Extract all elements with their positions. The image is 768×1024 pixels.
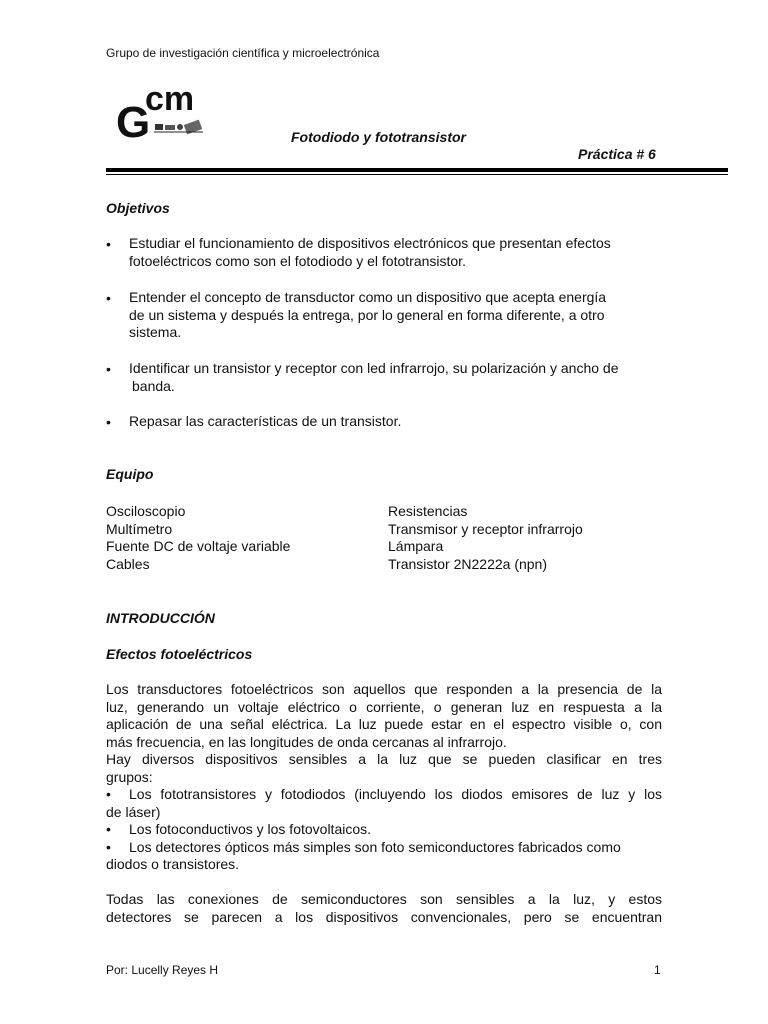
intro-line: de láser) — [106, 803, 161, 820]
bullet-icon: • — [106, 361, 111, 377]
circuit-icon — [153, 116, 209, 138]
intro-line: detectores se parecen a los dispositivos convencionales, pero se encuentran — [106, 908, 662, 925]
objective-line: sistema. — [129, 324, 182, 340]
equipment-heading: Equipo — [106, 466, 154, 482]
logo-letters-cm: cm — [145, 80, 195, 118]
equipment-left-list — [106, 503, 290, 573]
objective-item — [129, 360, 662, 395]
intro-line: Todas las conexiones de semiconductores son sensibles a la luz, y estos — [106, 891, 662, 907]
intro-line: grupos: — [106, 768, 153, 785]
objective-line: fotoeléctricos como son el fotodiodo y el fototransistor. — [129, 252, 466, 269]
objectives-heading: Objetivos — [106, 200, 170, 216]
logo — [108, 80, 218, 150]
bullet-icon: • — [106, 414, 111, 430]
objective-line: de un sistema y después la entrega, por lo general en forma diferente, a otro — [129, 306, 605, 323]
equipment-item: Multímetro — [106, 520, 173, 537]
intro-line: Hay diversos dispositivos sensibles a la luz que se pueden clasificar en tres — [106, 751, 662, 767]
intro-bullet-line — [106, 786, 662, 804]
intro-body — [106, 681, 662, 926]
doc-title: Fotodiodo y fototransistor — [291, 129, 466, 145]
objective-line: Estudiar el funcionamiento de dispositivos electrónicos que presentan efectos — [129, 235, 611, 251]
intro-heading: INTRODUCCIÓN — [106, 610, 215, 626]
intro-line: más frecuencia, en las longitudes de onda cercanas al infrarrojo. — [106, 733, 507, 750]
bullet-icon: • — [106, 786, 111, 802]
objective-line: banda. — [132, 377, 175, 394]
bullet-icon: • — [106, 290, 111, 306]
intro-bullet-text: Los detectores ópticos más simples son foto semiconductores fabricados como — [129, 838, 621, 855]
bullet-icon: • — [106, 236, 111, 252]
header-rule-thin — [106, 174, 728, 175]
intro-line: diodos o transistores. — [106, 856, 240, 872]
header-rule-thick — [106, 168, 728, 172]
intro-subheading: Efectos fotoeléctricos — [106, 646, 253, 662]
intro-bullet-line — [106, 839, 662, 857]
intro-bullet-text: Los fototransistores y fotodiodos (incluyendo los diodos emisores de luz y los — [129, 786, 662, 802]
objective-line: Entender el concepto de transductor como un dispositivo que acepta energía — [129, 289, 607, 305]
objective-item — [129, 413, 662, 431]
footer-author: Por: Lucelly Reyes H — [106, 963, 219, 977]
equipment-item: Fuente DC de voltaje variable — [106, 538, 291, 554]
logo-letter-g: G — [116, 98, 151, 147]
bullet-icon: • — [106, 838, 111, 855]
equipment-right-list — [388, 503, 583, 573]
equipment-item: Cables — [106, 555, 150, 572]
bullet-icon: • — [106, 821, 111, 837]
objective-item — [129, 289, 662, 342]
intro-line: luz, generando un voltaje eléctrico o corriente, o generan luz en respuesta a la — [106, 698, 662, 715]
equipment-item: Resistencias — [388, 503, 468, 519]
org-name: Grupo de investigación científica y microelectrónica — [106, 46, 380, 60]
equipment-item: Transmisor y receptor infrarrojo — [388, 520, 583, 537]
intro-line: aplicación de una señal eléctrica. La luz puede estar en el espectro visible o, con — [106, 716, 662, 732]
page-number: 1 — [654, 963, 661, 977]
objective-line: Identificar un transistor y receptor con led infrarrojo, su polarización y ancho de — [129, 360, 619, 376]
objective-item — [129, 235, 662, 270]
intro-bullet-line — [106, 821, 662, 839]
equipment-item: Osciloscopio — [106, 503, 186, 519]
intro-bullet-text: Los fotoconductivos y los fotovoltaicos. — [129, 821, 372, 837]
objective-line: Repasar las características de un transistor. — [129, 413, 402, 429]
equipment-item: Transistor 2N2222a (npn) — [388, 555, 548, 572]
practice-number: Práctica # 6 — [578, 146, 656, 162]
intro-line: Los transductores fotoeléctricos son aquellos que responden a la presencia de la — [106, 681, 662, 697]
equipment-item: Lámpara — [388, 538, 444, 554]
